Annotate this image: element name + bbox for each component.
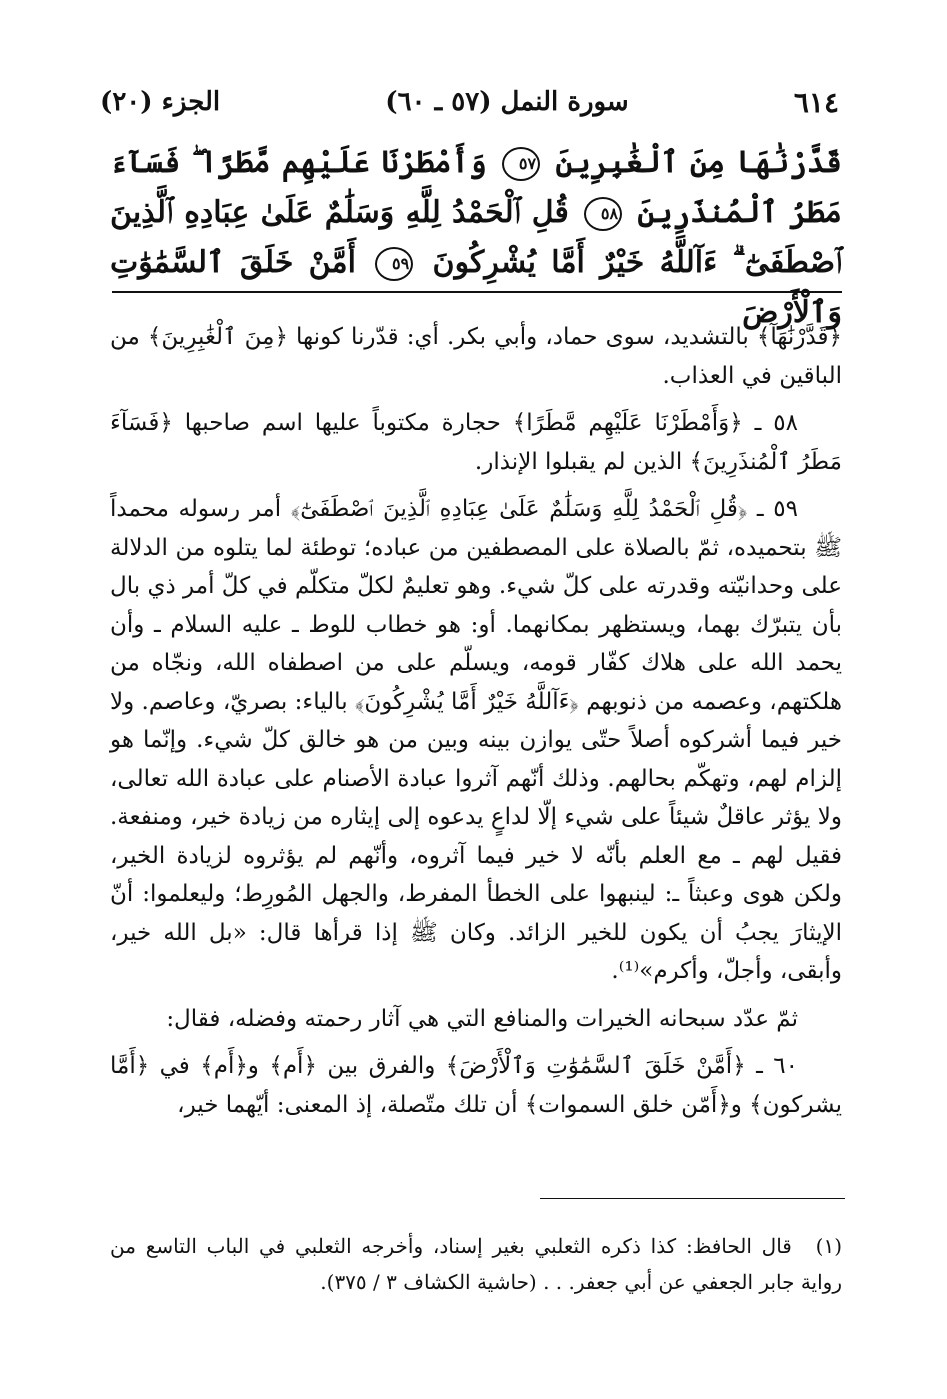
footnote-marker: (١)	[815, 1234, 842, 1258]
commentary-text	[110, 318, 842, 1133]
surah-title: سورة النمل (٥٧ ـ ٦٠)	[385, 87, 629, 117]
quran-segment: أَمَّنْ خَلَقَ ٱلسَّمَٰوَٰتِ وَٱلْأَرْضَ	[110, 245, 842, 330]
quran-text-block	[110, 138, 842, 338]
commentary-paragraph: ٦٠ ـ ﴿أَمَّنْ خَلَقَ ٱلسَّمَٰوَٰتِ وَٱلْأَرْضَ﴾ والفرق بين ﴿أَم﴾ و﴿أَم﴾ في ﴿أَمَّا يشركون﴾ و﴿أَمّن خلق السموات﴾ أن تلك متّصلة، إذ المعنى: أيّهما خير،	[110, 1053, 842, 1118]
ayah-number-marker: ٥٧	[502, 147, 540, 181]
quran-segment: وَأَمْطَرْنَا عَلَيْهِم مَّطَرًا ۖ فَسَآءَ مَطَرُ ٱلْمُنذَرِينَ	[110, 145, 842, 230]
page-header	[100, 82, 839, 122]
commentary-paragraph: ﴿قَدَّرْنَٰهَآ﴾ بالتشديد، سوى حماد، وأبي بكر. أي: قدّرنا كونها ﴿مِنَ ٱلْغَٰبِرِينَ﴾ من الباقين في العذاب.	[110, 324, 842, 389]
commentary-paragraph: ٥٨ ـ ﴿وَأَمْطَرْنَا عَلَيْهِم مَّطَرًا﴾ حجارة مكتوباً عليها اسم صاحبها ﴿فَسَآءَ مَطَرُ ٱلْمُنذَرِينَ﴾ الذين لم يقبلوا الإنذار.	[110, 410, 842, 475]
quran-segment: قَدَّرْنَٰهَا مِنَ ٱلْغَٰبِرِينَ	[555, 145, 843, 180]
quran-segment: قُلِ ٱلْحَمْدُ لِلَّهِ وَسَلَٰمٌ عَلَىٰ عِبَادِهِ ٱلَّذِينَ ٱصْطَفَىٰٓ ۗ ءَآللَّهُ خَيْرٌ أَمَّا يُشْرِكُونَ	[110, 195, 842, 280]
juz-label: الجزء (٢٠)	[100, 87, 221, 117]
ayah-number-marker: ٥٩	[375, 247, 413, 281]
ayah-number-marker: ٥٨	[584, 197, 622, 231]
commentary-paragraph: ٥٩ ـ ﴿قُلِ ٱلْحَمْدُ لِلَّهِ وَسَلَٰمٌ عَلَىٰ عِبَادِهِ ٱلَّذِينَ ٱصْطَفَىٰٓ﴾ أمر رسوله محمداً ﷺ بتحميده، ثمّ بالصلاة على المصطفين من عباده؛ توطئة لما يتلوه من الدلالة على وحدانيّته وقدرته على كلّ شيء. وهو تعليمٌ لكلّ متكلّم في كلّ أمر ذي بال بأن يتبرّك بهما، ويستظهر بمكانهما. أو: هو خطاب للوط ـ عليه السلام ـ وأن يحمد الله على هلاك كفّار قومه، ويسلّم على من اصطفاه الله، ونجّاه من هلكتهم، وعصمه من ذنوبهم ﴿ءَآللَّهُ خَيْرٌ أَمَّا يُشْرِكُونَ﴾ بالياء: بصريّ، وعاصم. ولا خير فيما أشركوه أصلاً حتّى يوازن بينه وبين من هو خالق كلّ شيء. وإنّما هو إلزام لهم، وتهكّم بحالهم. وذلك أنّهم آثروا عبادة الأصنام على عبادة الله تعالى، ولا يؤثر عاقلٌ شيئاً على شيء إلّا لداعٍ يدعوه إلى إيثاره من زيادة خير، ومنفعة. فقيل لهم ـ مع العلم بأنّه لا خير فيما آثروه، وأنّهم لم يؤثروه لزيادة الخير، ولكن هوى وعبثاً ـ: لينبهوا على الخطأ المفرط، والجهل المُورِط؛ وليعلموا: أنّ الإيثارَ يجبُ أن يكون للخير الزائد. وكان ﷺ إذا قرأها قال: «بل الله خير، وأبقى، وأجلّ، وأكرم»⁽¹⁾.	[110, 496, 843, 984]
header-divider	[112, 291, 842, 293]
page-number: ٦١٤	[793, 85, 839, 119]
footnote	[110, 1228, 842, 1300]
commentary-paragraph: ثمّ عدّد سبحانه الخيرات والمنافع التي هي آثار رحمته وفضله، فقال:	[166, 1005, 798, 1032]
footnote-divider	[540, 1198, 845, 1199]
footnote-text: قال الحافظ: كذا ذكره الثعلبي بغير إسناد، وأخرجه الثعلبي في الباب التاسع من رواية جابر الجعفي عن أبي جعفر. . . (حاشية الكشاف ٣ / ٣٧٥).	[110, 1234, 842, 1294]
